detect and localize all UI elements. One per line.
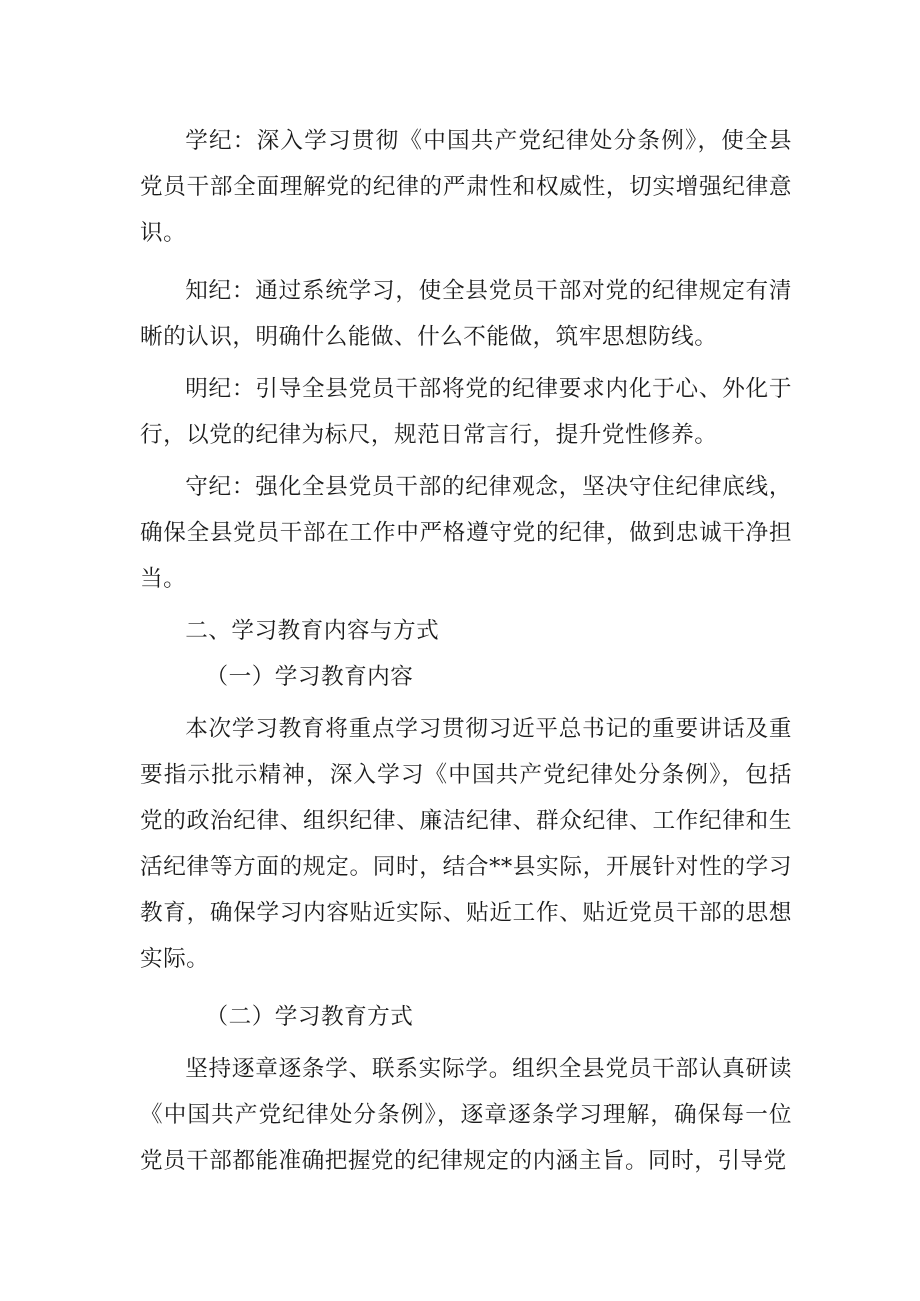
paragraph-method: 坚持逐章逐条学、联系实际学。组织全县党员干部认真研读《中国共产党纪律处分条例》，逐章逐条学习理解，确保每一位党员干部都能准确把握党的纪律规定的内涵主旨。同时，引导党 [140, 1056, 792, 1174]
document-body [140, 118, 792, 1184]
paragraph-content: 本次学习教育将重点学习贯彻习近平总书记的重要讲话及重要指示批示精神，深入学习《中国共产党纪律处分条例》，包括党的政治纪律、组织纪律、廉洁纪律、群众纪律、工作纪律和生活纪律等方面的规定。同时，结合**县实际，开展针对性的学习教育，确保学习内容贴近实际、贴近工作、贴近党员干部的思想实际。 [140, 716, 792, 972]
paragraph-mingji: 明纪：引导全县党员干部将党的纪律要求内化于心、外化于行，以党的纪律为标尺，规范日常言行，提升党性修养。 [140, 376, 792, 448]
subsection-heading-1: （一）学习教育内容 [205, 664, 414, 690]
paragraph-shouji: 守纪：强化全县党员干部的纪律观念，坚决守住纪律底线，确保全县党员干部在工作中严格遵守党的纪律，做到忠诚干净担当。 [140, 474, 792, 592]
paragraph-xueji: 学纪：深入学习贯彻《中国共产党纪律处分条例》，使全县党员干部全面理解党的纪律的严肃性和权威性，切实增强纪律意识。 [140, 128, 792, 246]
paragraph-zhiji: 知纪：通过系统学习，使全县党员干部对党的纪律规定有清晰的认识，明确什么能做、什么不能做，筑牢思想防线。 [140, 278, 792, 350]
subsection-heading-2: （二）学习教育方式 [205, 1004, 414, 1030]
section-heading-2: 二、学习教育内容与方式 [185, 618, 440, 644]
